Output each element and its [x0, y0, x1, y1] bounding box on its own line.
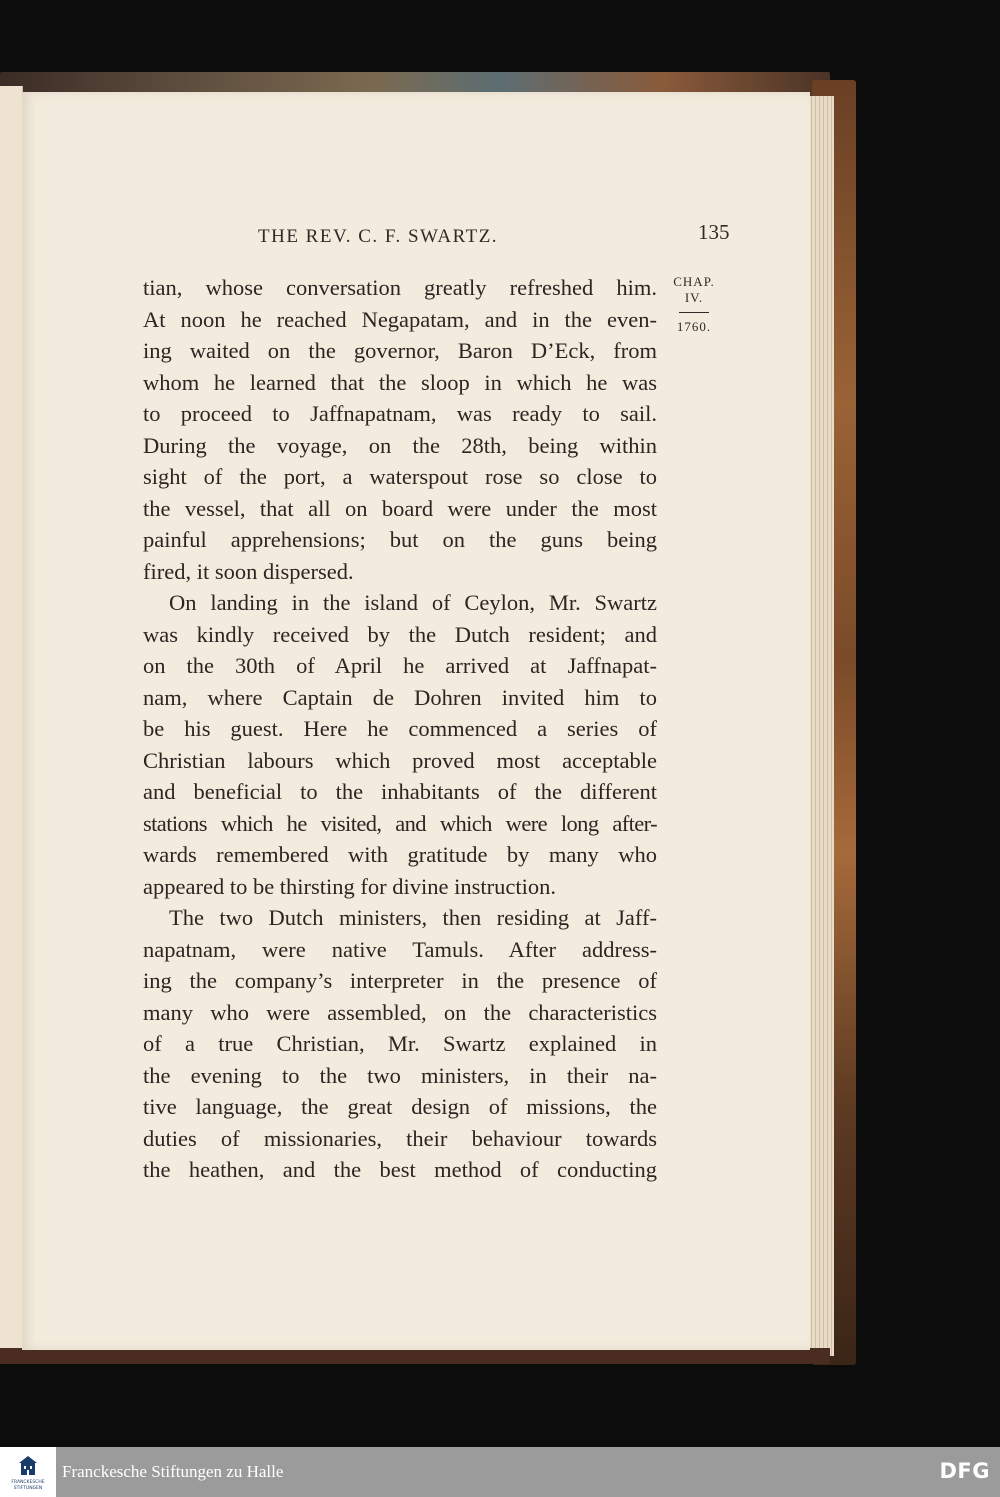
- text-line: stations which he visited, and which were long after-: [143, 810, 657, 836]
- margin-note: [664, 274, 724, 335]
- text-line: ing waited on the governor, Baron D’Eck, from: [143, 338, 657, 363]
- text-line: of a true Christian, Mr. Swartz explained in: [143, 1031, 657, 1056]
- book-cover-bottom: [0, 1348, 830, 1364]
- margin-year: 1760.: [676, 319, 712, 334]
- text-line: on the 30th of April he arrived at Jaffnapat-: [143, 653, 657, 678]
- text-line: The two Dutch ministers, then residing at Jaff-: [169, 905, 657, 930]
- dfg-logo[interactable]: DFG: [939, 1459, 990, 1483]
- page-number: 135: [698, 220, 730, 244]
- text-line: At noon he reached Negapatam, and in the even-: [143, 306, 657, 332]
- facing-page-edge: [0, 86, 23, 1348]
- building-icon: [18, 1455, 38, 1477]
- text-line: nam, where Captain de Dohren invited him to: [143, 684, 657, 710]
- text-line: Christian labours which proved most acceptable: [143, 747, 657, 773]
- text-line: During the voyage, on the 28th, being within: [143, 432, 657, 458]
- viewer-footer: [0, 1447, 1000, 1497]
- institution-logo[interactable]: [0, 1447, 56, 1497]
- text-line: the heathen, and the best method of conducting: [143, 1157, 657, 1182]
- text-line: napatnam, were native Tamuls. After address-: [143, 936, 657, 962]
- text-line: sight of the port, a waterspout rose so close to: [143, 464, 657, 489]
- text-line: On landing in the island of Ceylon, Mr. Swartz: [169, 590, 657, 615]
- text-line: fired, it soon dispersed.: [143, 558, 354, 584]
- text-line: many who were assembled, on the characteristics: [143, 999, 657, 1025]
- text-line: duties of missionaries, their behaviour towards: [143, 1125, 657, 1151]
- institution-name[interactable]: Franckesche Stiftungen zu Halle: [62, 1462, 284, 1481]
- text-line: was kindly received by the Dutch resident; and: [143, 621, 657, 647]
- text-line: painful apprehensions; but on the guns being: [143, 527, 657, 552]
- margin-rule: [679, 312, 709, 313]
- text-line: ing the company’s interpreter in the presence of: [143, 968, 657, 993]
- text-line: and beneficial to the inhabitants of the different: [143, 779, 657, 804]
- margin-chapter-number: IV.: [684, 290, 704, 305]
- text-line: be his guest. Here he commenced a series of: [143, 716, 657, 741]
- body-text: [143, 272, 657, 1186]
- text-line: appeared to be thirsting for divine instruction.: [143, 873, 557, 899]
- running-head: THE REV. C. F. SWARTZ.: [258, 226, 499, 247]
- text-line: whom he learned that the sloop in which he was: [143, 369, 657, 395]
- text-line: tive language, the great design of missions, the: [143, 1094, 657, 1119]
- text-line: the evening to the two ministers, in their na-: [143, 1062, 657, 1088]
- margin-chapter-label: CHAP.: [673, 274, 715, 289]
- logo-caption: FRANCKESCHE STIFTUNGEN: [11, 1480, 45, 1491]
- text-line: the vessel, that all on board were under the most: [143, 495, 657, 521]
- text-line: to proceed to Jaffnapatnam, was ready to sail.: [143, 401, 657, 426]
- text-line: tian, whose conversation greatly refreshed him.: [143, 275, 657, 300]
- text-line: wards remembered with gratitude by many who: [143, 842, 657, 867]
